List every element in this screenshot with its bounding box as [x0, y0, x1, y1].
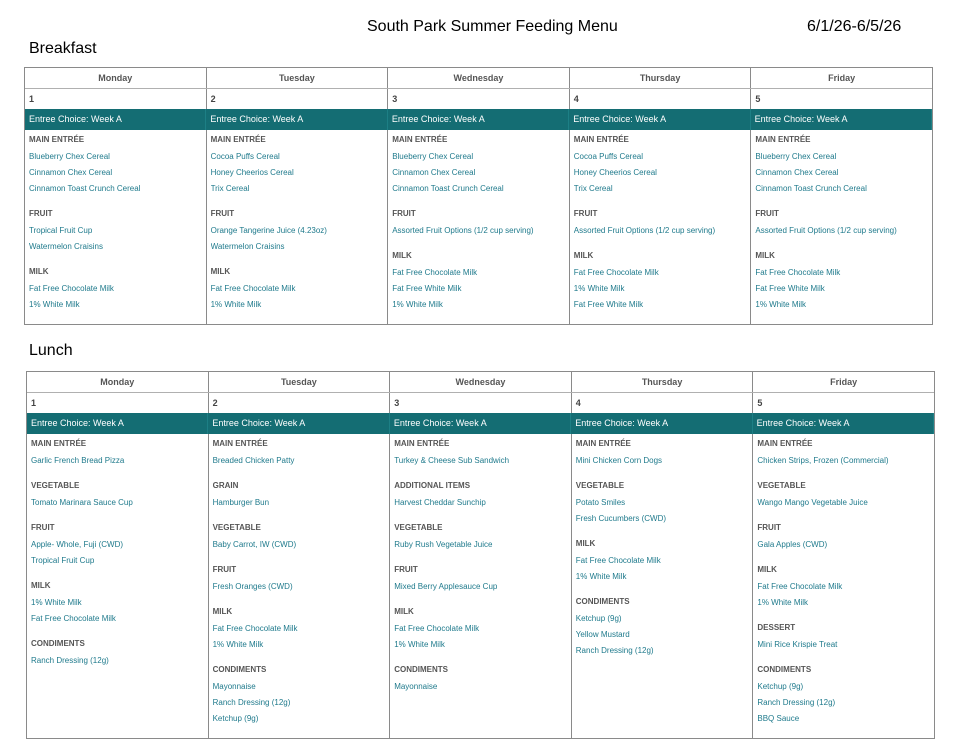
- menu-item: Cinnamon Chex Cereal: [29, 168, 113, 177]
- menu-category: [211, 134, 383, 200]
- day-header-row: [27, 372, 934, 393]
- day-menu-column: [390, 434, 572, 738]
- category-name: VEGETABLE: [757, 481, 806, 490]
- menu-item: BBQ Sauce: [757, 714, 800, 723]
- entree-choice-label: Entree Choice: Week A: [753, 413, 934, 434]
- category-name: MILK: [757, 565, 777, 574]
- date-range: 6/1/26-6/5/26: [807, 18, 902, 35]
- menu-category: [392, 134, 564, 200]
- category-name: GRAIN: [212, 481, 239, 490]
- breakfast-heading: Breakfast: [29, 40, 97, 57]
- menu-item: Yellow Mustard: [575, 630, 630, 639]
- menu-category: [213, 522, 385, 556]
- menu-item: Watermelon Craisins: [29, 242, 103, 251]
- category-name: DESSERT: [757, 623, 796, 632]
- date-number-row: [25, 89, 932, 109]
- menu-item: Assorted Fruit Options (1/2 cup serving): [573, 226, 716, 235]
- menu-item: Hamburger Bun: [212, 498, 270, 507]
- menu-item: Assorted Fruit Options (1/2 cup serving): [755, 226, 897, 235]
- menu-item: 1% White Milk: [573, 284, 625, 293]
- menu-item: Fresh Cucumbers (CWD): [575, 514, 667, 523]
- day-menu-column: [572, 434, 754, 738]
- category-name: MAIN ENTRÉE: [392, 135, 448, 144]
- category-name: MAIN ENTRÉE: [573, 135, 629, 144]
- menu-category: [574, 134, 746, 200]
- day-number: 3: [390, 393, 572, 413]
- menu-item: Cocoa Puffs Cereal: [210, 152, 280, 161]
- menu-item: Fat Free Chocolate Milk: [210, 284, 296, 293]
- menu-item: Blueberry Chex Cereal: [29, 152, 110, 161]
- menu-item: Ranch Dressing (12g): [31, 656, 109, 665]
- menu-category: [394, 438, 566, 472]
- menu-item: Honey Cheerios Cereal: [210, 168, 294, 177]
- menu-category: [29, 134, 201, 200]
- menu-category: [392, 250, 564, 316]
- menu-category: [757, 480, 929, 514]
- category-name: MILK: [392, 251, 412, 260]
- menu-item: Fat Free Chocolate Milk: [392, 268, 478, 277]
- menu-item: Fat Free Chocolate Milk: [575, 556, 661, 565]
- menu-item: Fat Free Chocolate Milk: [394, 624, 480, 633]
- category-name: MILK: [573, 251, 594, 260]
- category-name: MAIN ENTRÉE: [29, 135, 85, 144]
- menu-item: 1% White Milk: [212, 640, 264, 649]
- entree-choice-label: Entree Choice: Week A: [751, 109, 932, 130]
- menu-item: Mayonnaise: [212, 682, 256, 691]
- entree-choice-label: Entree Choice: Week A: [571, 413, 752, 434]
- category-name: MAIN ENTRÉE: [757, 439, 813, 448]
- menu-item: Mayonnaise: [394, 682, 438, 691]
- menu-category: [213, 480, 385, 514]
- category-name: MILK: [755, 251, 775, 260]
- menu-item: Mini Chicken Corn Dogs: [575, 456, 663, 465]
- day-number: 2: [207, 89, 389, 109]
- menu-item: Tropical Fruit Cup: [29, 226, 93, 235]
- day-menu-column: [388, 130, 570, 324]
- menu-item: Ketchup (9g): [212, 714, 259, 723]
- entree-choice-label: Entree Choice: Week A: [206, 109, 387, 130]
- category-name: FRUIT: [29, 209, 53, 218]
- menu-body-row: [25, 130, 932, 324]
- menu-item: Fat Free Chocolate Milk: [573, 268, 659, 277]
- menu-item: Ranch Dressing (12g): [212, 698, 291, 707]
- menu-category: [394, 564, 566, 598]
- menu-item: Cinnamon Chex Cereal: [755, 168, 839, 177]
- menu-item: Assorted Fruit Options (1/2 cup serving): [392, 226, 534, 235]
- menu-item: Harvest Cheddar Sunchip: [394, 498, 486, 507]
- day-number: 1: [27, 393, 209, 413]
- menu-category: [576, 596, 748, 662]
- day-menu-column: [209, 434, 391, 738]
- lunch-heading: Lunch: [29, 342, 73, 359]
- day-number: 4: [572, 393, 754, 413]
- category-name: FRUIT: [210, 209, 235, 218]
- menu-item: 1% White Milk: [575, 572, 627, 581]
- entree-choice-label: Entree Choice: Week A: [208, 413, 389, 434]
- menu-category: [213, 564, 385, 598]
- menu-category: [211, 266, 383, 316]
- menu-category: [394, 480, 566, 514]
- menu-category: [213, 664, 385, 730]
- menu-category: [394, 606, 566, 656]
- menu-item: Cinnamon Toast Crunch Cereal: [29, 184, 141, 193]
- menu-item: Trix Cereal: [573, 184, 613, 193]
- entree-choice-row: [25, 109, 932, 130]
- menu-item: Fat Free White Milk: [755, 284, 825, 293]
- menu-item: Wango Mango Vegetable Juice: [757, 498, 868, 507]
- menu-category: [213, 438, 385, 472]
- day-menu-column: [27, 434, 209, 738]
- entree-choice-label: Entree Choice: Week A: [27, 413, 208, 434]
- day-name: Thursday: [570, 68, 752, 88]
- category-name: VEGETABLE: [212, 523, 261, 532]
- menu-item: Fat Free White Milk: [392, 284, 462, 293]
- menu-category: [31, 638, 203, 672]
- day-number: 3: [388, 89, 570, 109]
- menu-category: [31, 480, 203, 514]
- day-number: 1: [25, 89, 207, 109]
- category-name: CONDIMENTS: [31, 639, 85, 648]
- menu-item: Cinnamon Toast Crunch Cereal: [755, 184, 867, 193]
- menu-category: [31, 438, 203, 472]
- category-name: CONDIMENTS: [575, 597, 630, 606]
- category-name: MAIN ENTRÉE: [210, 135, 266, 144]
- menu-category: [29, 266, 201, 316]
- menu-category: [576, 538, 748, 588]
- menu-item: Chicken Strips, Frozen (Commercial): [757, 456, 889, 465]
- menu-item: Tomato Marinara Sauce Cup: [31, 498, 133, 507]
- category-name: MAIN ENTRÉE: [575, 439, 631, 448]
- day-number: 5: [755, 94, 761, 104]
- menu-category: [757, 622, 929, 656]
- menu-category: [211, 208, 383, 258]
- day-number: 2: [209, 393, 391, 413]
- menu-body-row: [27, 434, 934, 738]
- menu-category: [394, 522, 566, 556]
- menu-item: 1% White Milk: [31, 598, 82, 607]
- entree-choice-label: Entree Choice: Week A: [388, 109, 569, 130]
- page-title: South Park Summer Feeding Menu: [367, 18, 618, 35]
- category-name: ADDITIONAL ITEMS: [394, 481, 471, 490]
- day-menu-column: [751, 130, 932, 324]
- menu-category: [757, 438, 929, 472]
- category-name: VEGETABLE: [575, 481, 625, 490]
- category-name: MAIN ENTRÉE: [755, 135, 811, 144]
- menu-item: Fat Free Chocolate Milk: [29, 284, 114, 293]
- menu-item: Ketchup (9g): [757, 682, 804, 691]
- menu-item: Cocoa Puffs Cereal: [573, 152, 644, 161]
- category-name: FRUIT: [212, 565, 237, 574]
- menu-category: [392, 208, 564, 242]
- day-name: Thursday: [572, 372, 754, 392]
- day-name: Tuesday: [207, 68, 389, 88]
- menu-item: Ruby Rush Vegetable Juice: [394, 540, 493, 549]
- category-name: CONDIMENTS: [212, 665, 267, 674]
- date-number-row: [27, 393, 934, 413]
- menu-item: Cinnamon Toast Crunch Cereal: [392, 184, 504, 193]
- menu-category: [755, 208, 927, 242]
- menu-category: [29, 208, 201, 258]
- menu-item: 1% White Milk: [210, 300, 262, 309]
- entree-choice-label: Entree Choice: Week A: [25, 109, 206, 130]
- menu-category: [755, 134, 927, 200]
- category-name: FRUIT: [757, 523, 781, 532]
- day-menu-column: [25, 130, 207, 324]
- menu-item: 1% White Milk: [29, 300, 80, 309]
- menu-category: [31, 522, 203, 572]
- menu-item: Fat Free Chocolate Milk: [757, 582, 843, 591]
- menu-category: [757, 664, 929, 730]
- category-name: MAIN ENTRÉE: [394, 439, 450, 448]
- day-menu-column: [207, 130, 389, 324]
- category-name: MILK: [210, 267, 231, 276]
- menu-item: 1% White Milk: [394, 640, 445, 649]
- menu-item: Fresh Oranges (CWD): [212, 582, 293, 591]
- menu-item: Potato Smiles: [575, 498, 626, 507]
- day-number: 5: [757, 398, 763, 408]
- menu-item: Blueberry Chex Cereal: [755, 152, 837, 161]
- day-number: 4: [570, 89, 752, 109]
- day-menu-column: [753, 434, 934, 738]
- menu-item: Turkey & Cheese Sub Sandwich: [394, 456, 510, 465]
- menu-item: Orange Tangerine Juice (4.23oz): [210, 226, 327, 235]
- menu-category: [576, 480, 748, 530]
- category-name: FRUIT: [573, 209, 598, 218]
- category-name: FRUIT: [755, 209, 779, 218]
- menu-item: Mini Rice Krispie Treat: [757, 640, 838, 649]
- menu-category: [757, 522, 929, 556]
- menu-item: Apple- Whole, Fuji (CWD): [31, 540, 124, 549]
- menu-category: [574, 208, 746, 242]
- menu-item: Tropical Fruit Cup: [31, 556, 95, 565]
- day-name: Friday: [830, 377, 858, 387]
- menu-item: Fat Free Chocolate Milk: [31, 614, 116, 623]
- entree-choice-label: Entree Choice: Week A: [390, 413, 571, 434]
- day-name: Wednesday: [390, 372, 572, 392]
- category-name: MILK: [212, 607, 233, 616]
- category-name: MAIN ENTRÉE: [31, 439, 87, 448]
- category-name: MILK: [31, 581, 51, 590]
- category-name: MILK: [394, 607, 414, 616]
- menu-item: Breaded Chicken Patty: [212, 456, 295, 465]
- menu-category: [757, 564, 929, 614]
- day-name: Monday: [27, 372, 209, 392]
- menu-item: Mixed Berry Applesauce Cup: [394, 582, 498, 591]
- category-name: MAIN ENTRÉE: [212, 439, 268, 448]
- category-name: VEGETABLE: [394, 523, 443, 532]
- day-name: Tuesday: [209, 372, 391, 392]
- menu-item: Trix Cereal: [210, 184, 250, 193]
- category-name: VEGETABLE: [31, 481, 80, 490]
- menu-item: Baby Carrot, IW (CWD): [212, 540, 297, 549]
- menu-category: [31, 580, 203, 630]
- menu-item: Cinnamon Chex Cereal: [392, 168, 476, 177]
- menu-item: Honey Cheerios Cereal: [573, 168, 657, 177]
- lunch-menu-table: [26, 371, 935, 739]
- entree-choice-label: Entree Choice: Week A: [569, 109, 750, 130]
- day-menu-column: [570, 130, 752, 324]
- breakfast-menu-table: [24, 67, 933, 325]
- day-name: Wednesday: [388, 68, 570, 88]
- menu-item: Fat Free Chocolate Milk: [212, 624, 298, 633]
- menu-item: Watermelon Craisins: [210, 242, 285, 251]
- menu-category: [755, 250, 927, 316]
- menu-item: Ketchup (9g): [575, 614, 622, 623]
- category-name: CONDIMENTS: [394, 665, 448, 674]
- category-name: MILK: [575, 539, 596, 548]
- menu-item: 1% White Milk: [755, 300, 807, 309]
- menu-item: Fat Free Chocolate Milk: [755, 268, 841, 277]
- menu-item: 1% White Milk: [757, 598, 809, 607]
- category-name: CONDIMENTS: [757, 665, 812, 674]
- category-name: FRUIT: [31, 523, 55, 532]
- menu-category: [394, 664, 566, 698]
- entree-choice-row: [27, 413, 934, 434]
- day-name: Monday: [25, 68, 207, 88]
- menu-item: Fat Free White Milk: [573, 300, 644, 309]
- menu-item: Gala Apples (CWD): [757, 540, 828, 549]
- menu-category: [574, 250, 746, 316]
- menu-category: [213, 606, 385, 656]
- category-name: FRUIT: [394, 565, 418, 574]
- category-name: MILK: [29, 267, 49, 276]
- menu-item: 1% White Milk: [392, 300, 443, 309]
- menu-item: Garlic French Bread Pizza: [31, 456, 125, 465]
- menu-category: [576, 438, 748, 472]
- menu-item: Ranch Dressing (12g): [575, 646, 654, 655]
- day-name: Friday: [828, 73, 856, 83]
- day-header-row: [25, 68, 932, 89]
- menu-item: Blueberry Chex Cereal: [392, 152, 474, 161]
- category-name: FRUIT: [392, 209, 416, 218]
- menu-item: Ranch Dressing (12g): [757, 698, 836, 707]
